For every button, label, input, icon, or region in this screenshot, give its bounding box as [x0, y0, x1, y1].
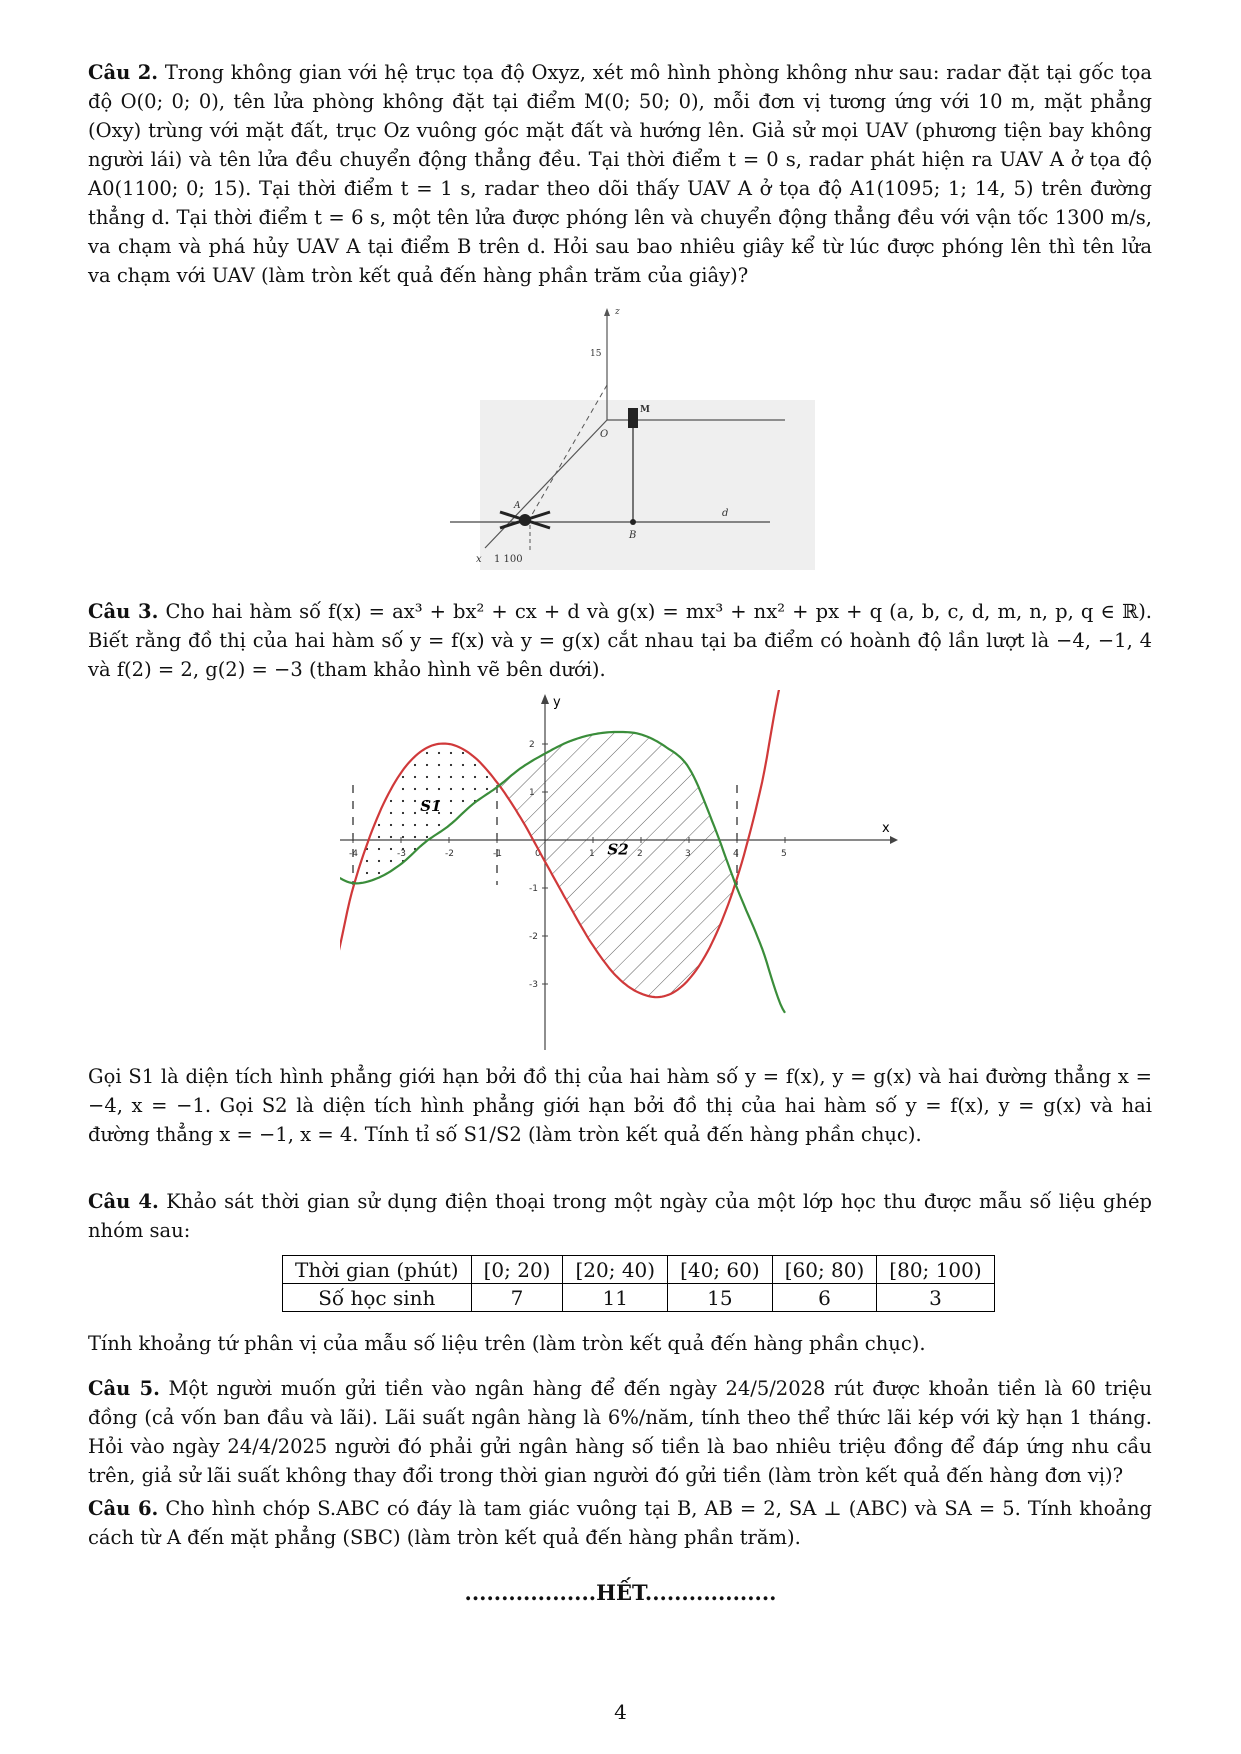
table-cell: [0; 20): [471, 1256, 563, 1284]
question-6-text: Cho hình chóp S.ABC có đáy là tam giác vuông tại B, AB = 2, SA ⊥ (ABC) và SA = 5. Tính khoảng cách từ A đến mặt phẳng (SBC) (làm tròn kết quả đến hàng phần trăm).: [88, 1497, 1152, 1549]
question-5-text: Một người muốn gửi tiền vào ngân hàng để đến ngày 24/5/2028 rút được khoản tiền là 60 triệu đồng (cả vốn ban đầu và lãi). Lãi suất ngân hàng là 6%/năm, tính theo thể thức lãi kép với kỳ hạn 1 tháng. Hỏi vào ngày 24/4/2025 người đó phải gửi ngân hàng số tiền là bao nhiêu triệu đồng để đáp ứng nhu cầu trên, giả sử lãi suất không thay đổi trong thời gian người đó gửi tiền (làm tròn kết quả đến hàng đơn vị)?: [88, 1377, 1153, 1487]
table-cell: [40; 60): [668, 1256, 773, 1284]
x-tick-label: -3: [397, 849, 406, 859]
question-6-label: Câu 6.: [88, 1497, 159, 1520]
question-2-text: Trong không gian với hệ trục tọa độ Oxyz, xét mô hình phòng không như sau: radar đặt tại gốc tọa độ O(0; 0; 0), tên lửa phòng không đặt tại điểm M(0; 50; 0), mỗi đơn vị tương ứng với 10 m, mặt phẳng (Oxy) trùng với mặt đất, trục Oz vuông góc mặt đất và hướng lên. Giả sử mọi UAV (phương tiện bay không người lái) và tên lửa đều chuyển động thẳng đều. Tại thời điểm t = 0 s, radar phát hiện ra UAV A ở tọa độ A0(1100; 0; 15). Tại thời điểm t = 1 s, radar theo dõi thấy UAV A ở tọa độ A1(1095; 1; 14, 5) trên đường thẳng d. Tại thời điểm t = 6 s, một tên lửa được phóng lên và chuyển động thẳng đều với vận tốc 1300 m/s, va chạm và phá hủy UAV A tại điểm B trên d. Hỏi sau bao nhiêu giây kể từ lúc được phóng lên thì tên lửa va chạm với UAV (làm tròn kết quả đến hàng phần trăm của giây)?: [88, 61, 1152, 287]
table-row: [283, 1284, 995, 1312]
x-tick-label: 5: [781, 849, 787, 859]
y-tick-label: -2: [529, 932, 538, 942]
question-3-label: Câu 3.: [88, 600, 159, 623]
question-5-label: Câu 5.: [88, 1377, 160, 1400]
question-5: [88, 1374, 1152, 1490]
origin-label: O: [600, 429, 609, 440]
table-cell: 7: [471, 1284, 563, 1312]
y-tick-label: 2: [529, 740, 535, 750]
d-label: d: [722, 508, 729, 519]
y-tick-label: -1: [529, 884, 538, 894]
question-2: [88, 58, 1152, 290]
table-cell: 3: [877, 1284, 994, 1312]
table-cell: [20; 40): [563, 1256, 668, 1284]
question-4-after: [88, 1329, 1152, 1358]
x-axis-label: x: [476, 554, 482, 565]
x-tick-label: 4: [733, 849, 739, 859]
s1-label: S1: [420, 797, 442, 816]
y-axis-label: y: [553, 695, 561, 710]
b-label: B: [629, 530, 637, 541]
question-3-continued: [88, 1062, 1152, 1149]
x-axis-label: x: [882, 821, 890, 836]
table-cell: [80; 100): [877, 1256, 994, 1284]
tick-15: 15: [590, 349, 602, 359]
missile-label: M: [640, 405, 650, 415]
x-tick-label: 2: [637, 849, 643, 859]
z-axis-label: z: [615, 307, 620, 317]
table-cell: [60; 80): [772, 1256, 877, 1284]
uav-3d-figure: [440, 300, 820, 570]
x-tick-label: -4: [349, 849, 358, 859]
tick-1100: 1 100: [494, 554, 523, 565]
table-cell: Số học sinh: [283, 1284, 472, 1312]
question-3-continued-text: Gọi S1 là diện tích hình phẳng giới hạn bởi đồ thị của hai hàm số y = f(x), y = g(x) và hai đường thẳng x = −4, x = −1. Gọi S2 là diện tích hình phẳng giới hạn bởi đồ thị của hai hàm số y = f(x), y = g(x) và hai đường thẳng x = −1, x = 4. Tính tỉ số S1/S2 (làm tròn kết quả đến hàng phần chục).: [88, 1065, 1152, 1146]
table-cell: 11: [563, 1284, 668, 1312]
uav-label: A: [514, 501, 521, 511]
end-marker: ..................HẾT..................: [464, 1580, 777, 1605]
page-number: 4: [614, 1700, 627, 1724]
y-arrow-icon: [541, 694, 549, 704]
cubic-graph-chart: [340, 690, 900, 1050]
question-4: [88, 1187, 1152, 1245]
origin-label: 0: [535, 849, 541, 859]
question-4-after-text: Tính khoảng tứ phân vị của mẫu số liệu trên (làm tròn kết quả đến hàng phần chục).: [88, 1332, 926, 1355]
x-tick-label: 1: [589, 849, 595, 859]
x-arrow-icon: [890, 836, 898, 844]
frequency-table: [282, 1255, 995, 1312]
x-tick-label: -2: [445, 849, 454, 859]
missile-icon: [628, 408, 638, 428]
point-b: [630, 519, 636, 525]
table-cell: 6: [772, 1284, 877, 1312]
table-cell: Thời gian (phút): [283, 1256, 472, 1284]
question-3: [88, 597, 1152, 684]
x-tick-label: 3: [685, 849, 691, 859]
x-tick-label: -1: [493, 849, 502, 859]
s2-label: S2: [607, 840, 629, 859]
question-6: [88, 1494, 1152, 1552]
region-s1: [353, 744, 497, 888]
question-4-label: Câu 4.: [88, 1190, 159, 1213]
region-s2: [497, 732, 737, 997]
question-2-label: Câu 2.: [88, 61, 159, 84]
y-tick-label: -3: [529, 980, 538, 990]
question-4-text: Khảo sát thời gian sử dụng điện thoại trong một ngày của một lớp học thu được mẫu số liệu ghép nhóm sau:: [88, 1190, 1152, 1242]
y-tick-label: 1: [529, 788, 535, 798]
question-3-text: Cho hai hàm số f(x) = ax³ + bx² + cx + d và g(x) = mx³ + nx² + px + q (a, b, c, d, m, n, p, q ∈ ℝ). Biết rằng đồ thị của hai hàm số y = f(x) và y = g(x) cắt nhau tại ba điểm có hoành độ lần lượt là −4, −1, 4 và f(2) = 2, g(2) = −3 (tham khảo hình vẽ bên dưới).: [88, 600, 1152, 681]
table-cell: 15: [668, 1284, 773, 1312]
table-row: [283, 1256, 995, 1284]
